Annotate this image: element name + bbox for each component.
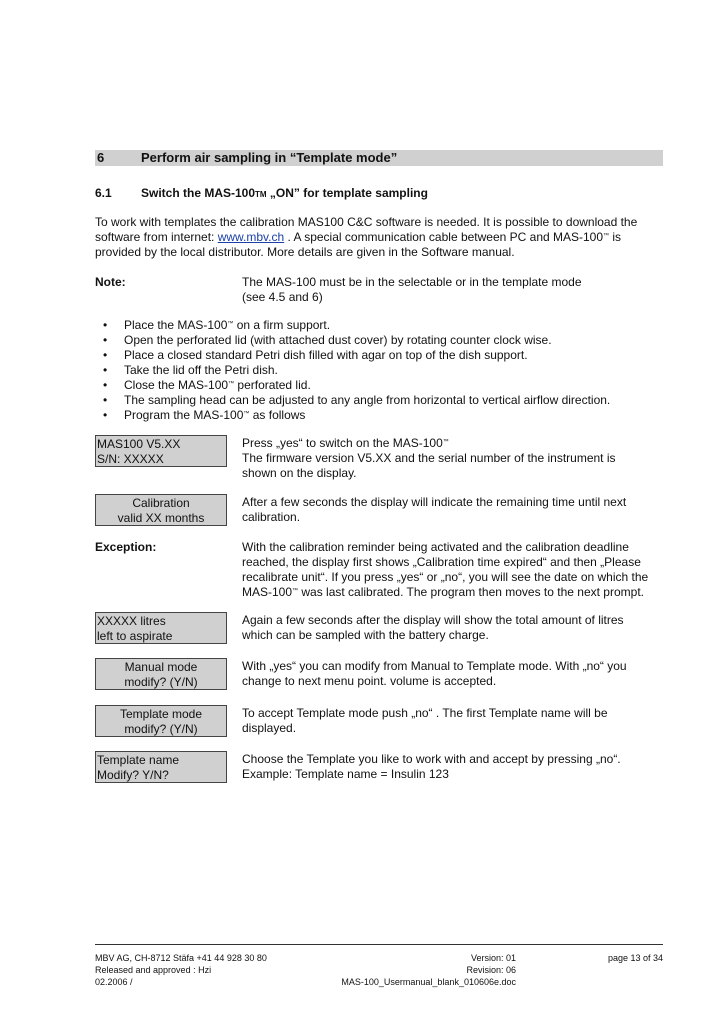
step-description-firmware: Press „yes“ to switch on the MAS-100™ The firmware version V5.XX and the serial number of the instrument is shown on the display. bbox=[242, 436, 616, 480]
list-item: • Program the MAS-100™ as follows bbox=[95, 408, 610, 423]
footer-released: Released and approved : Hzi bbox=[95, 965, 212, 975]
exception-label: Exception: bbox=[95, 540, 157, 554]
display-box-template-mode: Template mode modify? (Y/N) bbox=[95, 705, 227, 737]
note-label: Note: bbox=[95, 275, 126, 289]
footer-version: Version: 01 bbox=[470, 953, 516, 963]
footer-filename: MAS-100_Usermanual_blank_010606e.doc bbox=[341, 977, 516, 987]
footer-date: 02.2006 / bbox=[95, 977, 133, 987]
step-description-manual-mode: With „yes“ you can modify from Manual to Template mode. With „no“ you change to next menu point. volume is accepted. bbox=[242, 659, 627, 688]
display-box-manual-mode: Manual mode modify? (Y/N) bbox=[95, 658, 227, 690]
step-description-template-name: Choose the Template you like to work with and accept by pressing „no“. Example: Template name = Insulin 123 bbox=[242, 752, 621, 781]
display-box-firmware: MAS100 V5.XX S/N: XXXXX bbox=[95, 435, 227, 467]
list-item: • Close the MAS-100™ perforated lid. bbox=[95, 378, 610, 393]
list-item: • The sampling head can be adjusted to any angle from horizontal to vertical airflow direction. bbox=[95, 393, 610, 408]
website-link[interactable]: www.mbv.ch bbox=[217, 230, 285, 244]
subsection-number: 6.1 bbox=[95, 186, 112, 200]
list-item: • Open the perforated lid (with attached dust cover) by rotating counter clock wise. bbox=[95, 333, 610, 348]
list-item: • Take the lid off the Petri dish. bbox=[95, 363, 610, 378]
exception-text: With the calibration reminder being activated and the calibration deadline reached, the display first shows „Calibration time expired“ and then „Please recalibrate unit“. If you press „yes“ or „no“, you will see the date on which the MAS-100™ was last calibrated. The program then moves to the next prompt. bbox=[242, 540, 649, 599]
subsection-heading bbox=[95, 186, 663, 201]
section-title: Perform air sampling in “Template mode” bbox=[141, 150, 398, 165]
display-box-calibration: Calibration valid XX months bbox=[95, 494, 227, 526]
list-item: • Place the MAS-100™ on a firm support. bbox=[95, 318, 610, 333]
list-item: • Place a closed standard Petri dish filled with agar on top of the dish support. bbox=[95, 348, 610, 363]
note-text: The MAS-100 must be in the selectable or in the template mode (see 4.5 and 6) bbox=[242, 275, 582, 304]
page-number: page 13 of 34 bbox=[607, 953, 663, 963]
display-box-litres: XXXXX litres left to aspirate bbox=[95, 612, 227, 644]
instruction-list bbox=[95, 318, 610, 423]
intro-line: provided by the local distributor. More details are given in the Software manual. bbox=[95, 245, 515, 259]
footer-divider bbox=[95, 944, 663, 945]
section-heading bbox=[95, 150, 663, 166]
step-description-litres: Again a few seconds after the display will show the total amount of litres which can be sampled with the battery charge. bbox=[242, 613, 624, 642]
section-number: 6 bbox=[97, 150, 105, 165]
display-box-template-name: Template name Modify? Y/N? bbox=[95, 751, 227, 783]
subsection-title: Switch the MAS-100TM „ON” for template sampling bbox=[141, 186, 428, 200]
footer-left bbox=[95, 952, 267, 988]
intro-line: software from internet: www.mbv.ch . A special communication cable between PC and MAS-100™ is bbox=[95, 230, 622, 244]
footer-revision: Revision: 06 bbox=[466, 965, 516, 975]
intro-line: To work with templates the calibration MAS100 C&C software is needed. It is possible to download the bbox=[95, 215, 638, 229]
step-description-calibration: After a few seconds the display will indicate the remaining time until next calibration. bbox=[242, 495, 627, 524]
footer-company: MBV AG, CH-8712 Stäfa +41 44 928 30 80 bbox=[95, 953, 267, 963]
step-description-template-mode: To accept Template mode push „no“ . The first Template name will be displayed. bbox=[242, 706, 608, 735]
intro-paragraph bbox=[95, 215, 637, 260]
